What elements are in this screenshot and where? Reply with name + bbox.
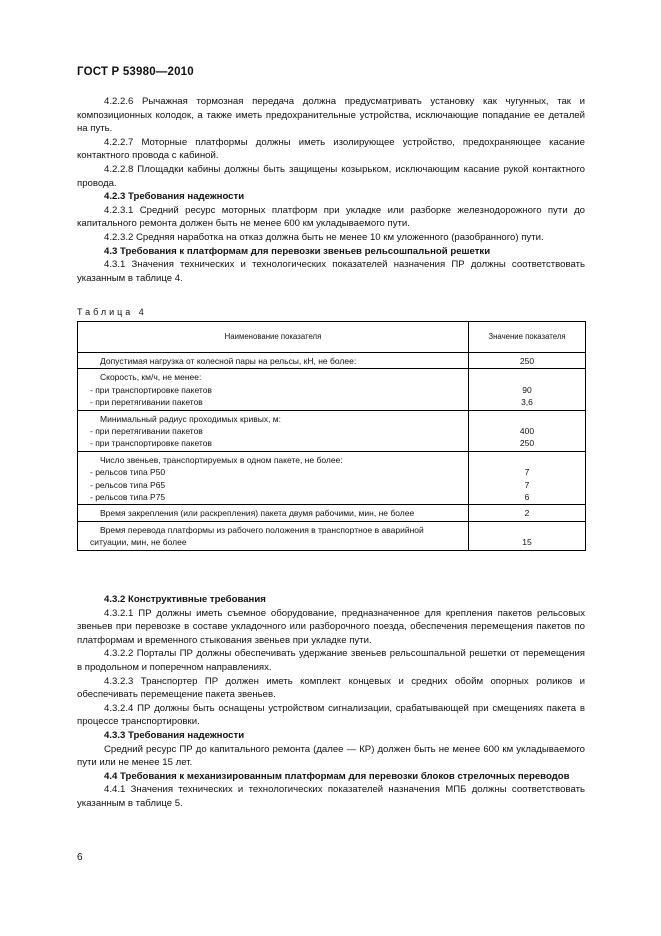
row-name-cell <box>78 369 469 410</box>
row-name-line: Скорость, км/ч, не менее: <box>100 372 202 383</box>
row-name-line: - рельсов типа Р50 <box>90 467 166 478</box>
row-value-cell <box>469 521 586 550</box>
row-name-cell <box>78 451 469 505</box>
top-paragraph-1: 4.2.2.7 Моторные платформы должны иметь изолирующее устройство, предохраняющее касание контактного провода с кабиной. <box>77 136 585 162</box>
table-row <box>78 521 586 550</box>
column-header-name: Наименование показателя <box>78 322 469 353</box>
row-value: 7 <box>524 479 530 490</box>
row-name-cell <box>78 410 469 451</box>
bottom-text-block <box>77 593 585 811</box>
row-value-cell <box>469 410 586 451</box>
row-value: 3,6 <box>521 397 533 408</box>
table-row <box>78 410 586 451</box>
row-name-cell <box>78 505 469 521</box>
row-value-cell <box>469 353 586 369</box>
row-name-line: Число звеньев, транспортируемых в одном пакете, не более: <box>100 454 343 465</box>
row-name-line: Допустимая нагрузка от колесной пары на рельсы, кН, не более: <box>100 356 357 366</box>
top-text-block <box>77 95 585 285</box>
row-name-line: Минимальный радиус проходимых кривых, м: <box>100 413 281 424</box>
row-value: 15 <box>522 537 532 548</box>
top-paragraph-7: 4.3.1 Значения технических и технологических показателей назначения ПР должны соответствовать указанным в таблице 4. <box>77 259 585 284</box>
row-value-cell <box>469 451 586 505</box>
table-header-row <box>78 322 586 353</box>
row-name-line: - при транспортировке пакетов <box>90 438 212 449</box>
row-name-cell <box>78 353 469 369</box>
row-value-cell <box>469 369 586 410</box>
bottom-paragraph-0: 4.3.2 Конструктивные требования <box>104 594 266 605</box>
bottom-paragraph-8: 4.4.1 Значения технических и технологических показателей назначения МПБ должны соответствовать указанным в таблице 5. <box>77 784 585 809</box>
bottom-paragraph-6: Средний ресурс ПР до капитального ремонта (далее — КР) должен быть не менее 600 км укладываемого пути или не менее 15 лет. <box>77 743 585 769</box>
table-row <box>78 369 586 410</box>
row-name-cell <box>78 521 469 550</box>
document-header: ГОСТ Р 53980—2010 <box>77 66 194 78</box>
bottom-paragraph-2: 4.3.2.2 Порталы ПР должны обеспечивать удержание звеньев рельсошпальной решетки от перемещения в продольном и поперечном направлениях. <box>77 648 585 673</box>
row-value: 90 <box>522 384 532 395</box>
row-name-line: - при транспортировке пакетов <box>90 384 212 395</box>
page-number: 6 <box>77 852 83 863</box>
bottom-paragraph-7: 4.4 Требования к механизированным платформам для перевозки блоков стрелочных переводов <box>104 770 570 782</box>
bottom-paragraph-3: 4.3.2.3 Транспортер ПР должен иметь комплект концевых и средних обойм опорных роликов и обеспечивать перемещение пакета звеньев. <box>77 675 585 701</box>
row-name-line: - при перетягивании пакетов <box>90 397 203 408</box>
bottom-paragraph-4: 4.3.2.4 ПР должны быть оснащены устройством сигнализации, срабатывающей при смещениях пакета в процессе транспортировки. <box>77 702 585 728</box>
table-caption: Таблица 4 <box>77 307 147 317</box>
table-row <box>78 353 586 369</box>
row-name-line: - рельсов типа Р65 <box>90 479 166 490</box>
row-value: 7 <box>524 467 530 478</box>
top-paragraph-2: 4.2.2.8 Площадки кабины должны быть защищены козырьком, исключающим касание рукой контактного провода. <box>77 163 585 189</box>
bottom-paragraph-1: 4.3.2.1 ПР должны иметь съемное оборудование, предназначенное для крепления пакетов рельсовых звеньев при перевозке в составе укладочного или разборочного поезда, обеспечения перемещения пакетов по платформам и временного стыкования звеньев при укладке пути. <box>77 607 585 646</box>
row-value: 250 <box>519 438 535 449</box>
top-paragraph-4: 4.2.3.1 Средний ресурс моторных платформ при укладке или разборке железнодорожного пути до капитального ремонта должен быть не менее 600 км укладываемого пути. <box>77 204 585 230</box>
bottom-paragraph-5: 4.3.3 Требования надежности <box>104 729 245 741</box>
table-row <box>78 451 586 505</box>
top-paragraph-3: 4.2.3 Требования надежности <box>104 191 245 203</box>
row-name-line: - при перетягивании пакетов <box>90 426 203 437</box>
row-name-line: - рельсов типа Р75 <box>90 492 166 503</box>
row-name-line: Время закрепления (или раскрепления) пакета двумя рабочими, мин, не более <box>100 508 415 519</box>
row-value: 2 <box>524 508 530 519</box>
row-value: 6 <box>524 492 530 503</box>
column-header-value: Значение показателя <box>469 322 586 353</box>
table-row <box>78 505 586 521</box>
row-value: 400 <box>519 426 535 437</box>
row-value: 250 <box>519 356 535 366</box>
row-value-cell <box>469 505 586 521</box>
top-paragraph-5: 4.2.3.2 Средняя наработка на отказ должна быть не менее 10 км уложенного (разобранного) пути. <box>104 231 544 243</box>
row-name-line: Время перевода платформы из рабочего положения в транспортное в аварийной ситуации, мин, не более <box>90 524 424 548</box>
table-4 <box>77 321 586 551</box>
top-paragraph-6: 4.3 Требования к платформам для перевозки звеньев рельсошпальной решетки <box>104 245 491 257</box>
top-paragraph-0: 4.2.2.6 Рычажная тормозная передача должна предусматривать установку как чугунных, так и композиционных колодок, а также иметь предохранительные устройства, исключающие попадание ее деталей на путь. <box>77 96 585 135</box>
